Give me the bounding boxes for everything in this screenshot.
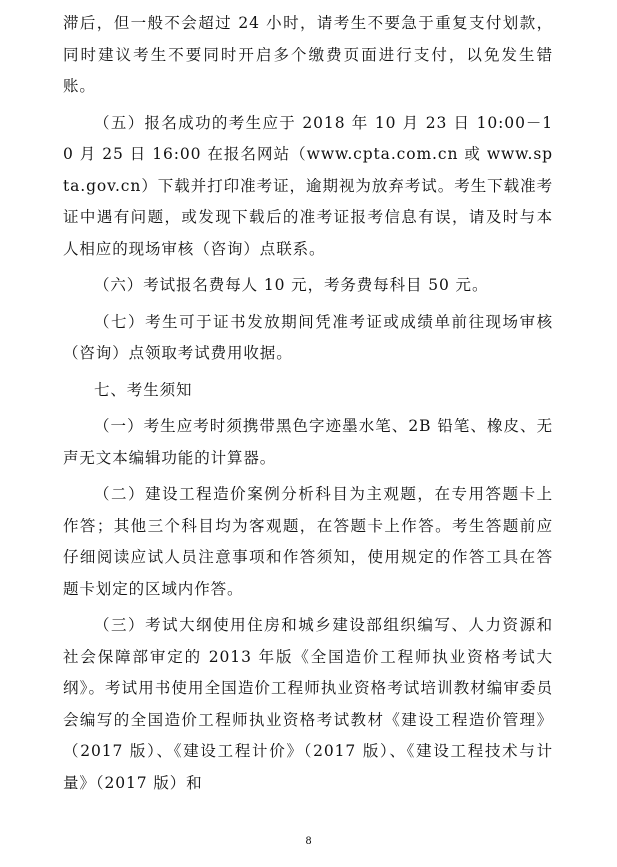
section-heading-candidate-notice: 七、考生须知 [94, 380, 193, 399]
paragraph-exam-tools: （一）考生应考时须携带黑色字迹墨水笔、2B 铅笔、橡皮、无声无文本编辑功能的计算器。 [63, 417, 553, 467]
paragraph-payment-delay: 滞后，但一般不会超过 24 小时，请考生不要急于重复支付划款，同时建议考生不要同时开启多个缴费页面进行支付，以免发生错账。 [63, 14, 553, 95]
document-body [63, 8, 553, 804]
paragraph-admission-ticket: （五）报名成功的考生应于 2018 年 10 月 23 日 10:00－10 月 25 日 16:00 在报名网站（www.cpta.com.cn 或 www.spta.gov.cn）下载并打印准考证，逾期视为放弃考试。考生下载准考证中遇有问题，或发现下载后的准考证报考信息有误，请及时与本人相应的现场审核（咨询）点联系。 [63, 113, 553, 258]
paragraph-syllabus-textbooks: （三）考试大纲使用住房和城乡建设部组织编写、人力资源和社会保障部审定的 2013 年版《全国造价工程师执业资格考试大纲》。考试用书使用全国造价工程师执业资格考试培训教材编审委员会编写的全国造价工程师执业资格考试教材《建设工程造价管理》（2017 版）、《建设工程计价》（2017 版）、《建设工程技术与计量》（2017 版）和 [63, 616, 553, 792]
paragraph-fee-receipt: （七）考生可于证书发放期间凭准考证或成绩单前往现场审核（咨询）点领取考试费用收据。 [63, 312, 553, 362]
paragraph-exam-fees: （六）考试报名费每人 10 元，考务费每科目 50 元。 [94, 276, 489, 294]
paragraph-answer-sheet: （二）建设工程造价案例分析科目为主观题，在专用答题卡上作答；其他三个科目均为客观题，在答题卡上作答。考生答题前应仔细阅读应试人员注意事项和作答须知，使用规定的作答工具在答题卡划定的区域内作答。 [63, 485, 553, 598]
page-number: 8 [305, 836, 312, 847]
